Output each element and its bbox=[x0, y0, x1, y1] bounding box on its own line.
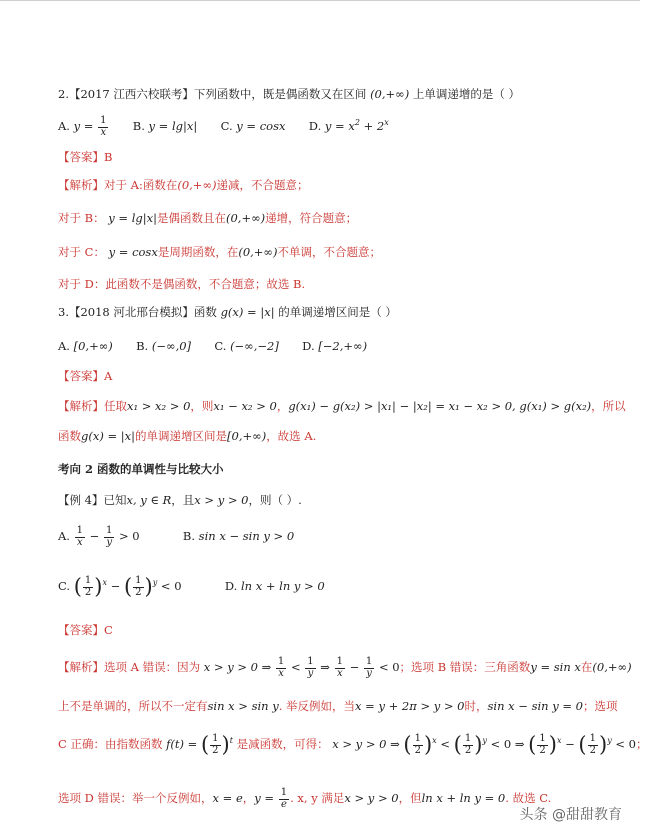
q3-prompt-expr: g(x) = |x| bbox=[220, 305, 275, 319]
example4-analysis-line3-h: < 0 bbox=[615, 737, 636, 751]
example4-analysis-line4-k: . 故选 C. bbox=[505, 791, 552, 805]
example4-analysis-line1-d: ⇒ bbox=[320, 660, 330, 674]
example4-option-b-label: B. bbox=[182, 529, 196, 543]
example4-analysis-line3-d: x > y > 0 ⇒ bbox=[332, 737, 400, 751]
example4-analysis-line1-a: 选项 A 错误：因为 bbox=[104, 660, 201, 674]
q2-analysis-c-interval: (0,+∞) bbox=[238, 245, 278, 259]
q2-analysis-b-expr: y = lg|x| bbox=[108, 211, 157, 225]
example4-analysis-line1-i: 在 bbox=[580, 660, 593, 674]
example4-analysis-line4-g: . x, y 满足 bbox=[290, 791, 345, 805]
q2-analysis-b-suffix: 递增，符合题意； bbox=[265, 211, 358, 225]
example4-analysis-line2-mid: . 举反例如，当 bbox=[278, 699, 356, 713]
q2-analysis-c-mid: 是周期函数，在 bbox=[157, 245, 239, 259]
q3-answer-label: 【答案】 bbox=[58, 369, 104, 383]
example4-analysis-line2 bbox=[58, 700, 618, 713]
example4-analysis-line1-g: ；选项 B 错误：三角函数 bbox=[399, 660, 531, 674]
q3-answer bbox=[58, 370, 618, 383]
q3-option-c-label: C. bbox=[214, 339, 227, 353]
example4-analysis-line3-f: < 0 ⇒ bbox=[490, 737, 525, 751]
example4-answer-label: 【答案】 bbox=[58, 623, 104, 637]
example4-analysis-label: 【解析】 bbox=[58, 660, 104, 674]
example4-prompt-prefix: 【例 4】已知 bbox=[58, 493, 127, 507]
q2-prompt-prefix: 2.【2017 江西六校联考】下列函数中，既是偶函数又在区间 bbox=[58, 87, 367, 101]
example4-option-a-frac1: $\frac{1}{x}$ bbox=[76, 525, 83, 548]
q2-answer-label: 【答案】 bbox=[58, 150, 104, 164]
example4-options-cd: C. ( $\frac{1}{2}$ )$^x$ − ( $\frac{1}{2}$ )$^y$ < 0 D. ln x + ln y > 0 bbox=[58, 574, 325, 599]
q2-option-d-label: D. bbox=[308, 119, 322, 133]
example4-analysis-line3-e: < bbox=[440, 737, 450, 751]
q3-option-c-expr: (−∞,−2] bbox=[230, 339, 279, 353]
example4-analysis-line3-tail: ； bbox=[636, 737, 648, 751]
example4-analysis-line4-i: ，但 bbox=[398, 791, 422, 805]
example4-option-c-label: C. bbox=[58, 579, 71, 593]
q3-analysis-line2 bbox=[58, 430, 618, 443]
q2-analysis-b bbox=[58, 212, 618, 225]
q3-analysis-line2-a: 函数 bbox=[58, 429, 81, 443]
q2-analysis-c-suffix: 不单调，不合题意； bbox=[277, 245, 381, 259]
example4-analysis-line3-half5: $\frac{1}{2}$ bbox=[589, 733, 596, 756]
example4-option-c-half2: $\frac{1}{2}$ bbox=[135, 575, 142, 598]
example4-analysis-line2-expr3: sin x − sin y = 0 bbox=[487, 699, 583, 713]
q2-analysis-c-prefix: 对于 C： bbox=[58, 245, 105, 259]
q2-analysis-a-prefix: 对于 A:函数在 bbox=[104, 178, 178, 192]
q2-analysis-a-interval: (0,+∞) bbox=[177, 178, 217, 192]
example4-prompt-expr2: x > y > 0 bbox=[194, 493, 249, 507]
q3-option-a-expr: [0,+∞) bbox=[73, 339, 113, 353]
example4-option-a-tail: > 0 bbox=[118, 529, 140, 543]
example4-analysis-line1-frac3: $\frac{1}{x}$ bbox=[336, 656, 343, 679]
q3-prompt-suffix: 的单调递增区间是（ ） bbox=[278, 305, 397, 319]
q3-analysis-line2-e: ，故选 A. bbox=[266, 429, 317, 443]
q3-analysis-line1-c: ，则 bbox=[190, 399, 214, 413]
example4-analysis-line3-g: − bbox=[565, 737, 575, 751]
q3-analysis-line1-b: x₁ > x₂ > 0 bbox=[127, 399, 191, 413]
q2-analysis-a-suffix: 递减，不合题意； bbox=[216, 178, 309, 192]
example4-analysis-line3-a: C 正确：由指数函数 bbox=[58, 737, 163, 751]
q2-option-a-fraction-num: 1 bbox=[100, 115, 107, 126]
example4-option-a-minus: − bbox=[89, 529, 103, 543]
example4-analysis-line4-d: y = bbox=[254, 791, 275, 805]
q2-analysis-label: 【解析】 bbox=[58, 178, 104, 192]
example4-prompt bbox=[58, 494, 618, 507]
q3-analysis-line1-f: g(x₁) − g(x₂) > |x₁| − |x₂| = x₁ − x₂ > 0, g(x₁) > g(x₂) bbox=[288, 399, 592, 413]
example4-option-a-label: A. bbox=[58, 529, 70, 543]
q2-option-a-expr-left: y = bbox=[73, 119, 94, 133]
example4-prompt-expr1: x, y ∈ R bbox=[126, 493, 172, 507]
example4-prompt-mid: ，且 bbox=[171, 493, 195, 507]
section-title bbox=[58, 463, 618, 476]
example4-option-c-half1: $\frac{1}{2}$ bbox=[84, 575, 92, 598]
q2-answer bbox=[58, 151, 618, 164]
example4-analysis-line1-j: (0,+∞) bbox=[592, 660, 632, 674]
example4-analysis-line4-c: ， bbox=[242, 791, 255, 805]
q2-prompt-interval: (0,+∞) bbox=[370, 87, 410, 101]
q2-analysis-a bbox=[58, 179, 618, 192]
q2-prompt-suffix: 上单调递增的是（ ） bbox=[412, 87, 521, 101]
example4-answer-value: C bbox=[104, 623, 113, 637]
watermark-text: 头条 @甜甜教育 bbox=[519, 807, 622, 823]
q3-options bbox=[58, 340, 618, 353]
example4-analysis-line3-half2: $\frac{1}{2}$ bbox=[414, 733, 421, 756]
q3-option-a-label: A. bbox=[58, 339, 70, 353]
example4-analysis-line4-b: x = e bbox=[212, 791, 243, 805]
q3-analysis-line1-a: 任取 bbox=[104, 399, 127, 413]
q3-analysis-line2-d: [0,+∞) bbox=[227, 429, 267, 443]
q2-analysis-b-mid: 是偶函数且在 bbox=[156, 211, 226, 225]
q2-option-a-fraction bbox=[98, 116, 108, 138]
q3-option-d-label: D. bbox=[302, 339, 315, 353]
q2-analysis-c bbox=[58, 246, 618, 259]
section-title-text: 考向 2 函数的单调性与比较大小 bbox=[58, 462, 224, 476]
example4-analysis-line2-text: 上不是单调的，所以不一定有 bbox=[58, 699, 208, 713]
q3-option-b-expr: (−∞,0] bbox=[151, 339, 192, 353]
q2-option-d-expr: $y = x^2 + 2^x$ bbox=[324, 118, 389, 133]
example4-analysis-line4-a: 选项 D 错误：举一个反例如， bbox=[58, 791, 213, 805]
example4-analysis-line2-mid2: 时， bbox=[464, 699, 488, 713]
q2-analysis-b-interval: (0,+∞) bbox=[225, 211, 266, 225]
example4-analysis-line2-expr2: x = y + 2π > y > 0 bbox=[355, 699, 465, 713]
example4-analysis-line3-b: f(t) = bbox=[166, 737, 198, 751]
q3-analysis-line2-b: g(x) = |x| bbox=[81, 429, 136, 443]
q3-analysis-line1-g: ，所以 bbox=[591, 399, 626, 413]
example4-analysis-line3-half1: $\frac{1}{2}$ bbox=[212, 733, 219, 756]
example4-option-d-expr: ln x + ln y > 0 bbox=[240, 579, 325, 593]
q2-options bbox=[58, 116, 618, 138]
example4-answer bbox=[58, 624, 618, 637]
example4-analysis-line4-j: ln x + ln y = 0 bbox=[421, 791, 506, 805]
q2-analysis-b-prefix: 对于 B： bbox=[58, 211, 105, 225]
example4-analysis-line1-h: y = sin x bbox=[530, 660, 581, 674]
q2-analysis-d-text: 对于 D：此函数不是偶函数，不合题意；故选 B. bbox=[58, 277, 306, 291]
example4-analysis-line1-e: − bbox=[349, 660, 360, 674]
example4-options-ab bbox=[58, 526, 618, 548]
q3-analysis-line2-c: 的单调递增区间是 bbox=[135, 429, 228, 443]
example4-option-c-minus: − bbox=[110, 579, 124, 593]
q3-analysis-line1 bbox=[58, 399, 626, 413]
q3-prompt bbox=[58, 306, 618, 319]
q2-option-c-expr: y = cosx bbox=[236, 119, 286, 133]
example4-option-d-label: D. bbox=[224, 579, 238, 593]
q2-analysis-d bbox=[58, 278, 618, 291]
example4-analysis-line4-frac: $\frac{1}{e}$ bbox=[280, 787, 288, 810]
q2-option-a-fraction-den: x bbox=[100, 126, 107, 138]
q2-option-b-expr: y = lg|x| bbox=[148, 119, 198, 133]
q2-analysis-c-expr: y = cosx bbox=[108, 245, 158, 259]
example4-prompt-suffix: ，则（ ）. bbox=[248, 493, 302, 507]
example4-analysis-line4-h: x > y > 0 bbox=[344, 791, 399, 805]
q3-option-d-expr: [−2,+∞) bbox=[318, 339, 368, 353]
q2-option-b-label: B. bbox=[132, 119, 145, 133]
example4-analysis-line1-frac2: $\frac{1}{y}$ bbox=[307, 656, 314, 679]
watermark-logo bbox=[520, 804, 622, 824]
q3-analysis-line1-e: ， bbox=[276, 399, 289, 413]
q3-answer-value: A bbox=[104, 369, 113, 383]
q2-answer-value: B bbox=[104, 150, 113, 164]
example4-analysis-line3-half4: $\frac{1}{2}$ bbox=[539, 733, 546, 756]
example4-analysis-line1-c: < bbox=[290, 660, 301, 674]
q3-option-b-label: B. bbox=[136, 339, 149, 353]
example4-analysis-line3: C 正确：由指数函数 f(t) = ( $\frac{1}{2}$ )$^t$ 是减函数，可得： x > y > 0 ⇒ ( $\frac{1}{2}$ )$^x$ < ( $\frac{1}{2}$ )$^y$ < 0 ⇒ ( $\frac{1}{2}$ )$^x$ − ( $\frac{1}{2}$ )$^y$ < 0； bbox=[58, 732, 648, 757]
example4-analysis-line1-f: < 0 bbox=[378, 660, 400, 674]
example4-analysis-line2-tail: ；选项 bbox=[582, 699, 618, 713]
q3-analysis-line1-d: x₁ − x₂ > 0 bbox=[213, 399, 277, 413]
example4-analysis-line3-half3: $\frac{1}{2}$ bbox=[464, 733, 472, 756]
q3-prompt-prefix: 3.【2018 河北邢台模拟】函数 bbox=[58, 305, 217, 319]
example4-analysis-line2-expr1: sin x > sin y bbox=[207, 699, 279, 713]
q2-prompt bbox=[58, 88, 618, 101]
example4-analysis-line1-frac4: $\frac{1}{y}$ bbox=[365, 656, 373, 679]
example4-option-b-expr: sin x − sin y > 0 bbox=[198, 529, 295, 543]
q2-option-c-label: C. bbox=[220, 119, 233, 133]
example4-option-c-tail: < 0 bbox=[160, 579, 182, 593]
example4-analysis-line1-b: x > y > 0 ⇒ bbox=[203, 660, 272, 674]
q3-analysis-label: 【解析】 bbox=[58, 399, 104, 413]
example4-option-a-frac2: $\frac{1}{y}$ bbox=[105, 525, 113, 548]
example4-analysis-line1-frac1: $\frac{1}{x}$ bbox=[277, 656, 285, 679]
example4-analysis-line1 bbox=[58, 656, 632, 679]
example4-analysis-line3-c: 是减函数，可得： bbox=[236, 737, 329, 751]
q2-option-a-label: A. bbox=[58, 119, 70, 133]
